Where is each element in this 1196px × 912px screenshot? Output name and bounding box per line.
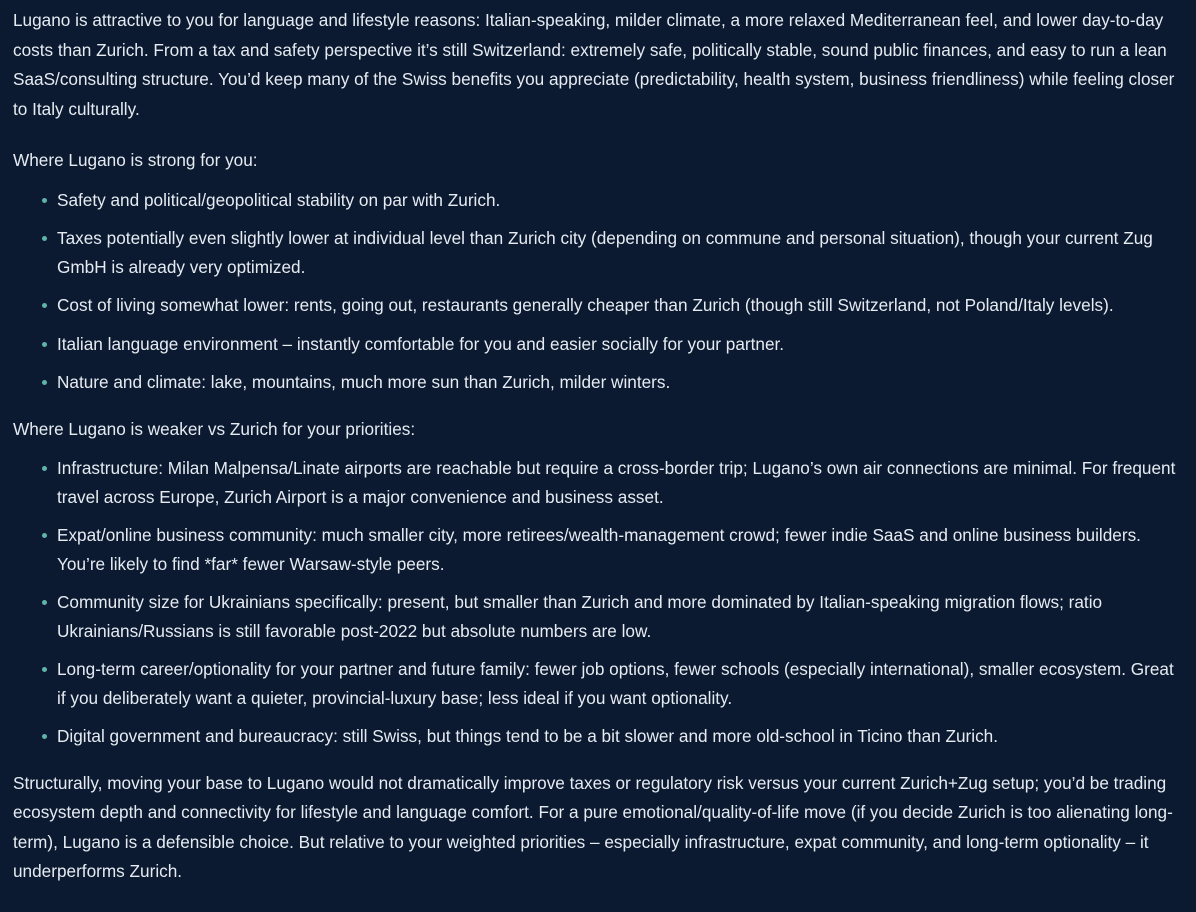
list-item: Italian language environment – instantly comfortable for you and easier socially for your partner. [57, 330, 1186, 359]
intro-paragraph: Lugano is attractive to you for language and lifestyle reasons: Italian-speaking, milder climate, a more relaxed Mediterranean feel, and lower day-to-day costs than Zurich. From a tax and safety perspective it’s still Switzerland: extremely safe, politically stable, sound public finances, and easy to run a lean SaaS/consulting structure. You’d keep many of the Swiss benefits you appreciate (predictability, health system, business friendliness) while feeling closer to Italy culturally. [13, 10, 1175, 119]
list-item: Taxes potentially even slightly lower at individual level than Zurich city (depending on commune and personal situation), though your current Zug GmbH is already very optimized. [57, 224, 1186, 281]
list-item: Long-term career/optionality for your partner and future family: fewer job options, fewer schools (especially international), smaller ecosystem. Great if you deliberately want a quieter, provincial-luxury base; less ideal if you want optionality. [57, 655, 1186, 712]
weaknesses-heading: Where Lugano is weaker vs Zurich for your priorities: [13, 418, 416, 439]
weaknesses-list [13, 454, 1186, 751]
list-item: Expat/online business community: much smaller city, more retirees/wealth-management crowd; fewer indie SaaS and online business builders. You’re likely to find *far* fewer Warsaw-style peers. [57, 521, 1186, 578]
list-item: Cost of living somewhat lower: rents, going out, restaurants generally cheaper than Zurich (though still Switzerland, not Poland/Italy levels). [57, 291, 1186, 320]
list-item: Infrastructure: Milan Malpensa/Linate airports are reachable but require a cross-border trip; Lugano’s own air connections are minimal. For frequent travel across Europe, Zurich Airport is a major convenience and business asset. [57, 454, 1186, 511]
list-item: Nature and climate: lake, mountains, much more sun than Zurich, milder winters. [57, 368, 1186, 397]
list-item: Digital government and bureaucracy: still Swiss, but things tend to be a bit slower and more old-school in Ticino than Zurich. [57, 722, 1186, 751]
closing-paragraph: Structurally, moving your base to Lugano would not dramatically improve taxes or regulatory risk versus your current Zurich+Zug setup; you’d be trading ecosystem depth and connectivity for lifestyle and language comfort. For a pure emotional/quality-of-life move (if you decide Zurich is too alienating long-term), Lugano is a defensible choice. But relative to your weighted priorities – especially infrastructure, expat community, and long-term optionality – it underperforms Zurich. [13, 772, 1173, 881]
strengths-heading: Where Lugano is strong for you: [13, 150, 258, 170]
list-item: Community size for Ukrainians specifically: present, but smaller than Zurich and more dominated by Italian-speaking migration flows; ratio Ukrainians/Russians is still favorable post-2022 but absolute numbers are low. [57, 588, 1186, 645]
list-item: Safety and political/geopolitical stability on par with Zurich. [57, 186, 1186, 215]
strengths-list [13, 186, 1186, 397]
